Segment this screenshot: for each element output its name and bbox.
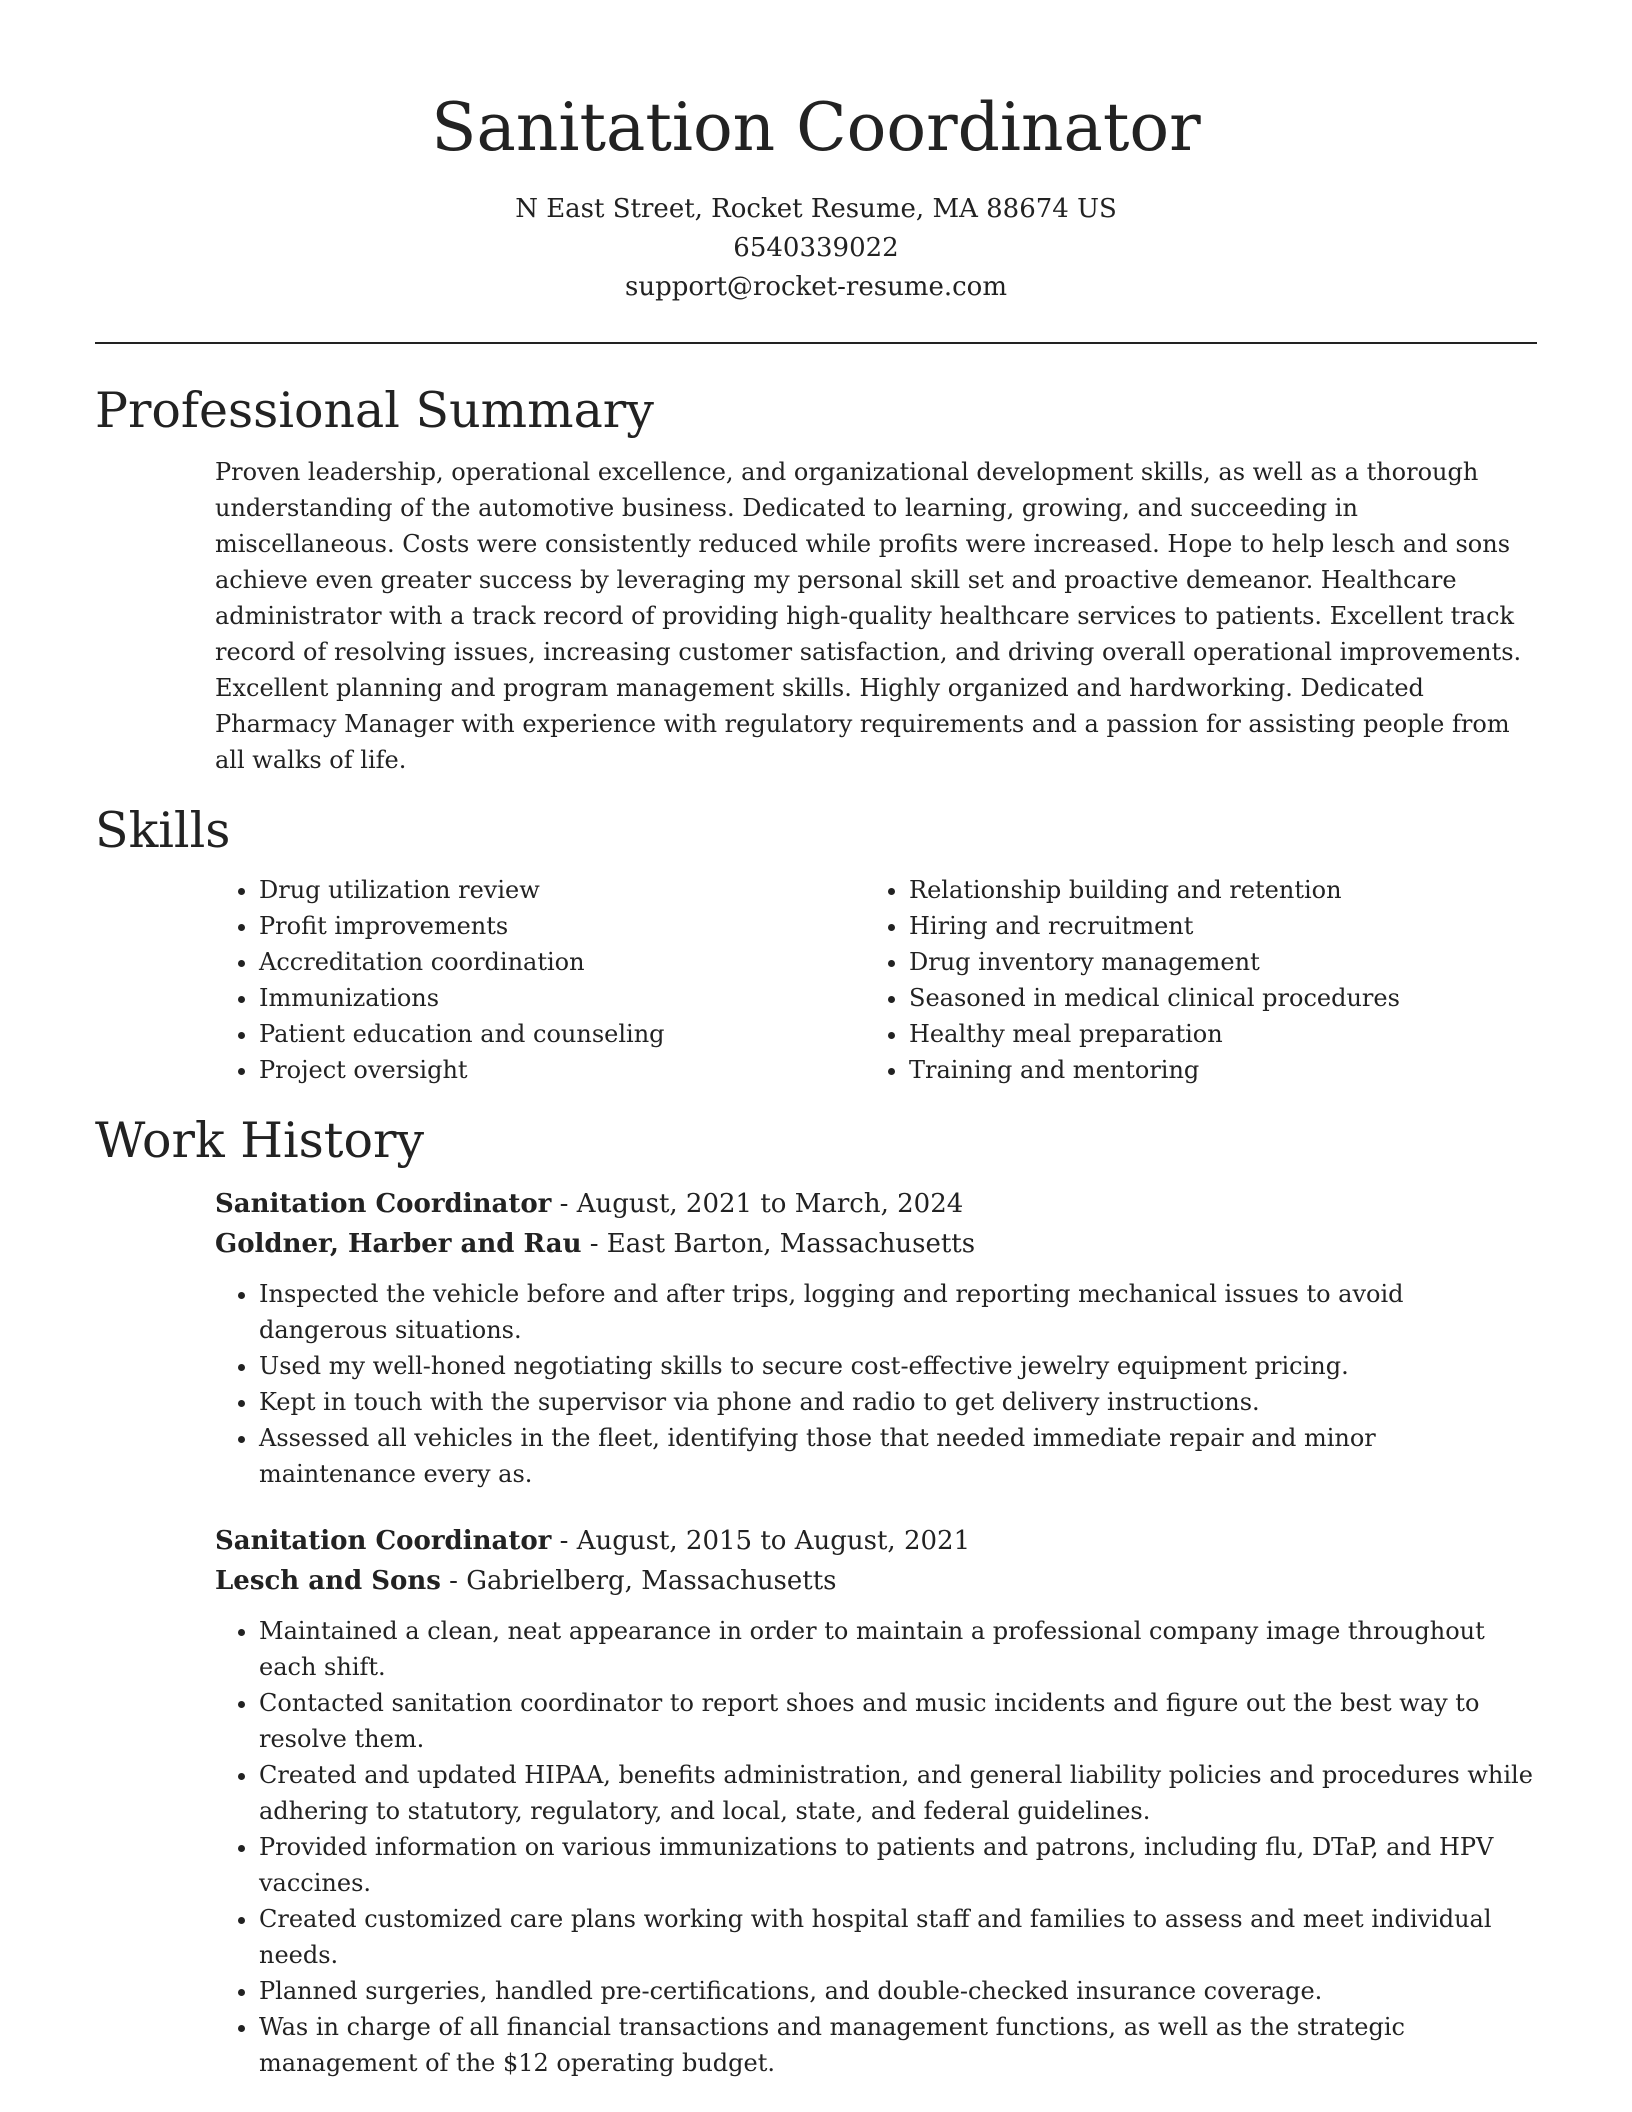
section-title-work: Work History <box>95 1112 425 1169</box>
job-bullets <box>215 1276 1537 1492</box>
skill-item: • Patient education and counseling <box>259 1016 865 1052</box>
skill-item: • Immunizations <box>259 980 865 1016</box>
job-bullet: • Created customized care plans working with hospital staff and families to assess and meet individual needs. <box>259 1901 1537 1973</box>
job-company: Lesch and Sons <box>215 1566 441 1596</box>
skills-list-right <box>865 872 1537 1088</box>
summary-text: Proven leadership, operational excellence, and organizational development skills, as well as a thorough understanding of the automotive business. Dedicated to learning, growing, and succeeding in miscellaneous. Costs were consistently reduced while profits were increased. Hope to help lesch and sons achieve even greater success by leveraging my personal skill set and proactive demeanor. Healthcare administrator with a track record of providing high-quality healthcare services to patients. Excellent track record of resolving issues, increasing customer satisfaction, and driving overall operational improvements. Excellent planning and program management skills. Highly organized and hardworking. Dedicated Pharmacy Manager with experience with regulatory requirements and a passion for assisting people from all walks of life. <box>215 458 1522 774</box>
job-bullets <box>215 1613 1537 2081</box>
job-bullet: • Inspected the vehicle before and after trips, logging and reporting mechanical issues to avoid dangerous situations. <box>259 1276 1537 1348</box>
skill-item: • Hiring and recruitment <box>909 908 1537 944</box>
job-bullet: • Planned surgeries, handled pre-certifications, and double-checked insurance coverage. <box>259 1973 1537 2009</box>
job-bullet: • Contacted sanitation coordinator to report shoes and music incidents and figure out the best way to resolve them. <box>259 1685 1537 1757</box>
job-bullet: • Was in charge of all financial transactions and management functions, as well as the strategic management of the $12 operating budget. <box>259 2009 1537 2081</box>
job-entry <box>215 1184 1537 1264</box>
job-location: - East Barton, Massachusetts <box>581 1229 976 1259</box>
skill-item: • Drug inventory management <box>909 944 1537 980</box>
resume-header <box>0 0 1632 307</box>
job-heading <box>215 1521 1537 1561</box>
candidate-name: Sanitation Coordinator <box>431 89 1201 166</box>
job-bullet: • Provided information on various immunizations to patients and patrons, including flu, DTaP, and HPV vaccines. <box>259 1829 1537 1901</box>
job-heading <box>215 1184 1537 1224</box>
job-employer <box>215 1561 1537 1601</box>
job-bullet: • Kept in touch with the supervisor via phone and radio to get delivery instructions. <box>259 1384 1537 1420</box>
contact-email: support@rocket-resume.com <box>624 272 1007 302</box>
job-role: Sanitation Coordinator <box>215 1526 552 1556</box>
skill-item: • Drug utilization review <box>259 872 865 908</box>
contact-address: N East Street, Rocket Resume, MA 88674 US <box>515 194 1117 224</box>
job-employer <box>215 1224 1537 1264</box>
job-duties <box>215 1613 1537 2081</box>
skill-item: • Training and mentoring <box>909 1052 1537 1088</box>
skill-item: • Profit improvements <box>259 908 865 944</box>
skills-list-left <box>215 872 865 1088</box>
job-dates: - August, 2015 to August, 2021 <box>551 1526 971 1556</box>
contact-block <box>0 190 1632 307</box>
job-entry <box>215 1521 1537 1601</box>
section-title-skills: Skills <box>95 802 231 859</box>
skill-item: • Healthy meal preparation <box>909 1016 1537 1052</box>
skills-grid <box>215 872 1537 1088</box>
job-dates: - August, 2021 to March, 2024 <box>551 1189 964 1219</box>
skill-item: • Relationship building and retention <box>909 872 1537 908</box>
job-bullet: • Created and updated HIPAA, benefits administration, and general liability policies and procedures while adhering to statutory, regulatory, and local, state, and federal guidelines. <box>259 1757 1537 1829</box>
contact-phone: 6540339022 <box>733 233 899 263</box>
job-bullet: • Assessed all vehicles in the fleet, identifying those that needed immediate repair and minor maintenance every as. <box>259 1420 1537 1492</box>
job-location: - Gabrielberg, Massachusetts <box>440 1566 837 1596</box>
skill-item: • Accreditation coordination <box>259 944 865 980</box>
job-role: Sanitation Coordinator <box>215 1189 552 1219</box>
header-divider <box>95 342 1537 344</box>
section-title-summary: Professional Summary <box>95 382 654 439</box>
job-duties <box>215 1276 1537 1492</box>
job-bullet: • Maintained a clean, neat appearance in order to maintain a professional company image throughout each shift. <box>259 1613 1537 1685</box>
summary-block <box>215 454 1537 778</box>
skill-item: • Project oversight <box>259 1052 865 1088</box>
skill-item: • Seasoned in medical clinical procedures <box>909 980 1537 1016</box>
job-company: Goldner, Harber and Rau <box>215 1229 582 1259</box>
job-bullet: • Used my well-honed negotiating skills to secure cost-effective jewelry equipment pricing. <box>259 1348 1537 1384</box>
